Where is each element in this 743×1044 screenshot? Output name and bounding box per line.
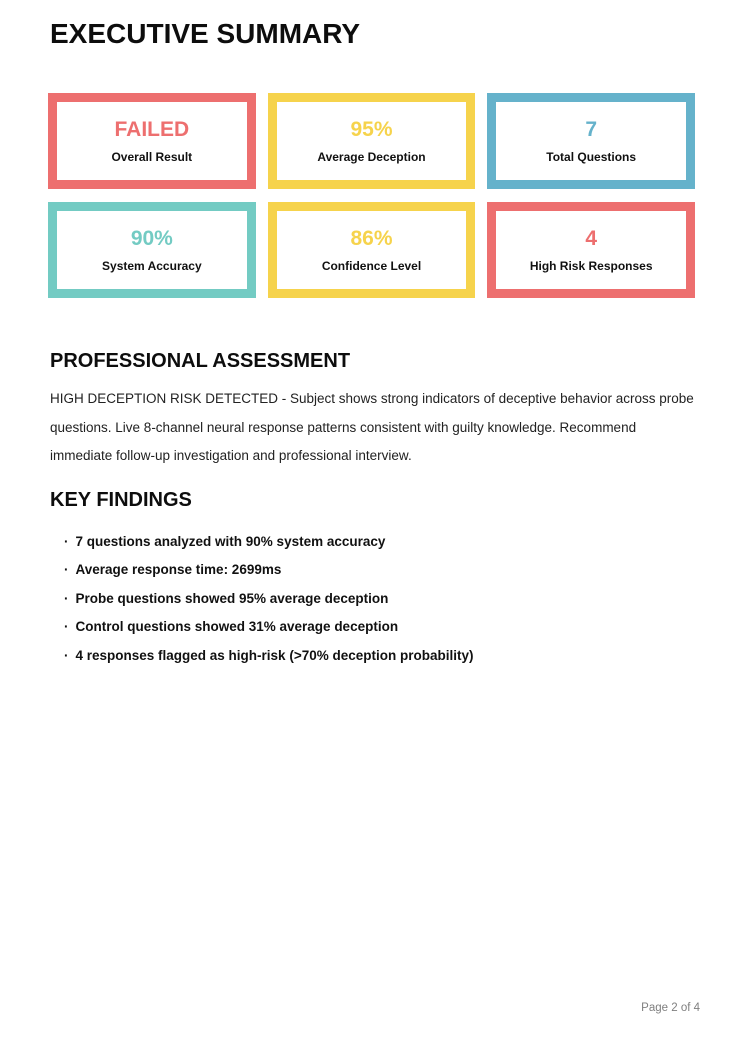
finding-item bbox=[64, 613, 695, 642]
metric-value: 4 bbox=[585, 226, 597, 250]
assessment-heading: PROFESSIONAL ASSESSMENT bbox=[50, 350, 351, 372]
professional-assessment-section bbox=[48, 350, 695, 471]
metric-card bbox=[487, 202, 695, 298]
metric-value: FAILED bbox=[114, 117, 190, 141]
metric-value: 7 bbox=[585, 117, 597, 141]
finding-item bbox=[64, 528, 695, 557]
metric-value: 90% bbox=[130, 226, 173, 250]
metric-label: Total Questions bbox=[546, 149, 637, 164]
metric-label: Average Deception bbox=[317, 149, 426, 164]
bullet-icon: · bbox=[64, 533, 69, 549]
page-title: EXECUTIVE SUMMARY bbox=[50, 18, 361, 49]
metric-value: 95% bbox=[350, 117, 393, 141]
finding-text: 4 responses flagged as high-risk (>70% deception probability) bbox=[75, 647, 474, 663]
metric-label: High Risk Responses bbox=[529, 258, 653, 273]
finding-item bbox=[64, 585, 695, 614]
assessment-body: HIGH DECEPTION RISK DETECTED - Subject shows strong indicators of deceptive behavior across probe questions. Live 8-channel neural response patterns consistent with guilty knowledge. Recommend immediate follow-up investigation and professional interview. bbox=[50, 391, 694, 463]
metric-card bbox=[48, 202, 256, 298]
metric-label: Confidence Level bbox=[321, 258, 422, 273]
bullet-icon: · bbox=[64, 590, 69, 606]
finding-text: Probe questions showed 95% average deception bbox=[75, 590, 389, 606]
metric-card bbox=[487, 93, 695, 189]
metric-label: System Accuracy bbox=[102, 258, 202, 273]
metric-card bbox=[48, 93, 256, 189]
finding-text: Average response time: 2699ms bbox=[75, 562, 282, 578]
finding-text: Control questions showed 31% average deception bbox=[75, 619, 399, 635]
metric-label: Overall Result bbox=[111, 149, 193, 164]
key-findings-section bbox=[48, 489, 695, 671]
bullet-icon: · bbox=[64, 619, 69, 635]
metric-card bbox=[268, 93, 476, 189]
metric-card bbox=[268, 202, 476, 298]
findings-heading: KEY FINDINGS bbox=[50, 488, 192, 511]
page-number: Page 2 of 4 bbox=[641, 1002, 700, 1014]
finding-item bbox=[64, 556, 695, 585]
bullet-icon: · bbox=[64, 562, 69, 578]
finding-item bbox=[64, 642, 695, 671]
findings-list bbox=[48, 528, 695, 671]
summary-metric-cards bbox=[48, 93, 695, 298]
finding-text: 7 questions analyzed with 90% system accuracy bbox=[75, 533, 386, 549]
bullet-icon: · bbox=[64, 647, 69, 663]
metric-value: 86% bbox=[350, 226, 393, 250]
